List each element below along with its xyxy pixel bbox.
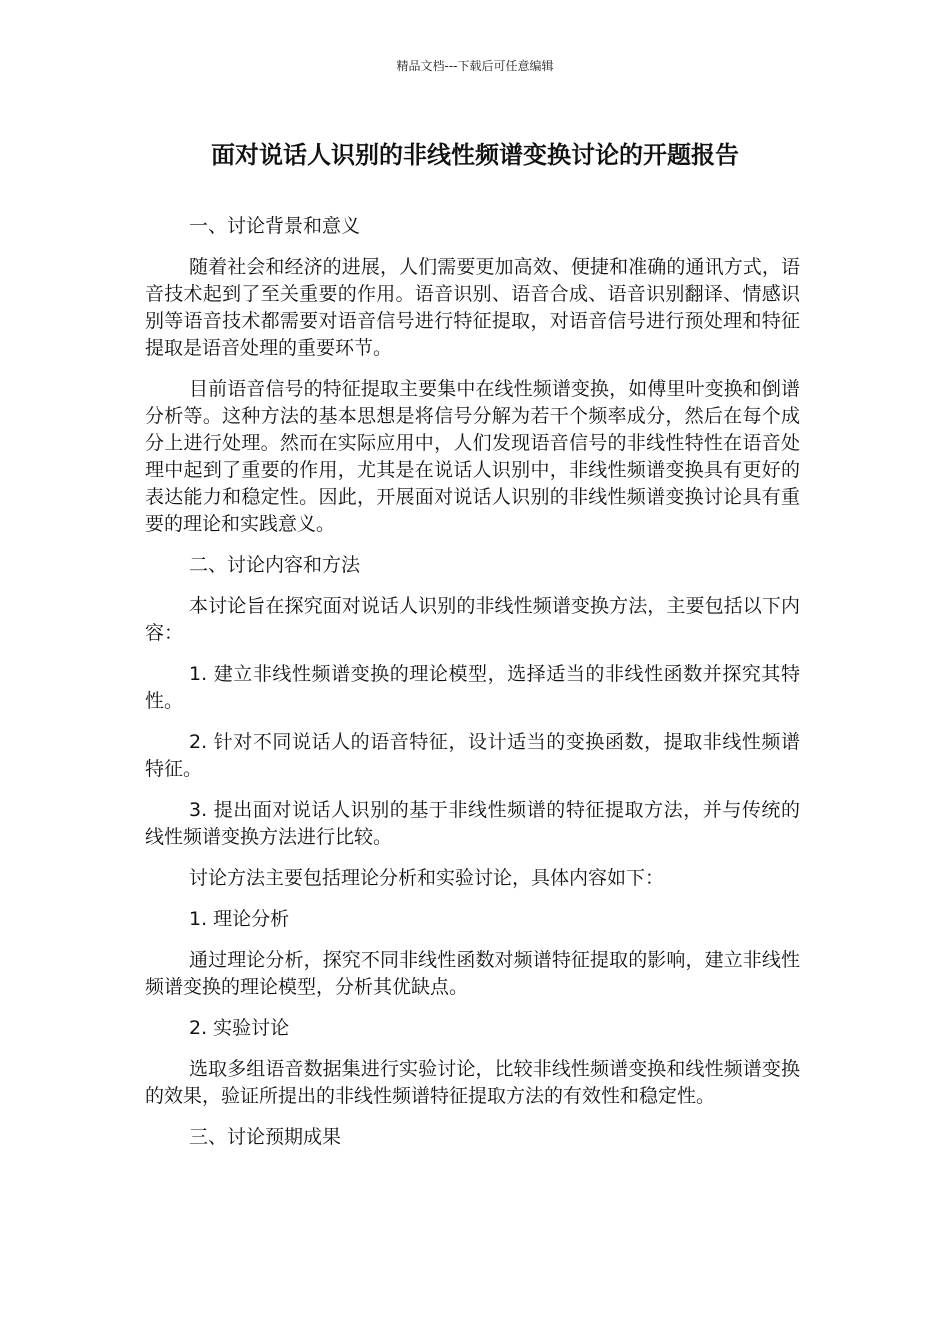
paragraph: 讨论方法主要包括理论分析和实验讨论，具体内容如下： xyxy=(189,867,665,889)
list-item: 3. 提出面对说话人识别的基于非线性频谱的特征提取方法，并与传统的线性频谱变换方法进行比较。 xyxy=(145,799,800,848)
document-title: 面对说话人识别的非线性频谱变换讨论的开题报告 xyxy=(211,141,739,169)
paragraph: 本讨论旨在探究面对说话人识别的非线性频谱变换方法，主要包括以下内容： xyxy=(145,595,800,644)
paragraph: 选取多组语音数据集进行实验讨论，比较非线性频谱变换和线性频谱变换的效果，验证所提出的非线性频谱特征提取方法的有效性和稳定性。 xyxy=(145,1058,800,1107)
section-heading-expected-results: 三、讨论预期成果 xyxy=(189,1126,342,1148)
header-note: 精品文档---下载后可任意编辑 xyxy=(396,59,554,73)
section-heading-content-methods: 二、讨论内容和方法 xyxy=(189,554,361,576)
paragraph: 目前语音信号的特征提取主要集中在线性频谱变换，如傅里叶变换和倒谱分析等。这种方法的基本思想是将信号分解为若干个频率成分，然后在每个成分上进行处理。然而在实际应用中，人们发现语音信号的非线性特性在语音处理中起到了重要的作用，尤其是在说话人识别中，非线性频谱变换具有更好的表达能力和稳定性。因此，开展面对说话人识别的非线性频谱变换讨论具有重要的理论和实践意义。 xyxy=(145,378,800,535)
document-body xyxy=(145,213,800,1165)
subheading-experiment: 2. 实验讨论 xyxy=(189,1017,290,1039)
list-item: 1. 建立非线性频谱变换的理论模型，选择适当的非线性函数并探究其特性。 xyxy=(145,663,800,712)
subheading-theory-analysis: 1. 理论分析 xyxy=(189,908,290,930)
section-heading-background: 一、讨论背景和意义 xyxy=(189,215,361,237)
list-item: 2. 针对不同说话人的语音特征，设计适当的变换函数，提取非线性频谱特征。 xyxy=(145,731,800,780)
paragraph: 通过理论分析，探究不同非线性函数对频谱特征提取的影响，建立非线性频谱变换的理论模型，分析其优缺点。 xyxy=(145,949,800,998)
paragraph: 随着社会和经济的进展，人们需要更加高效、便捷和准确的通讯方式，语音技术起到了至关重要的作用。语音识别、语音合成、语音识别翻译、情感识别等语音技术都需要对语音信号进行特征提取，对语音信号进行预处理和特征提取是语音处理的重要环节。 xyxy=(145,256,800,359)
